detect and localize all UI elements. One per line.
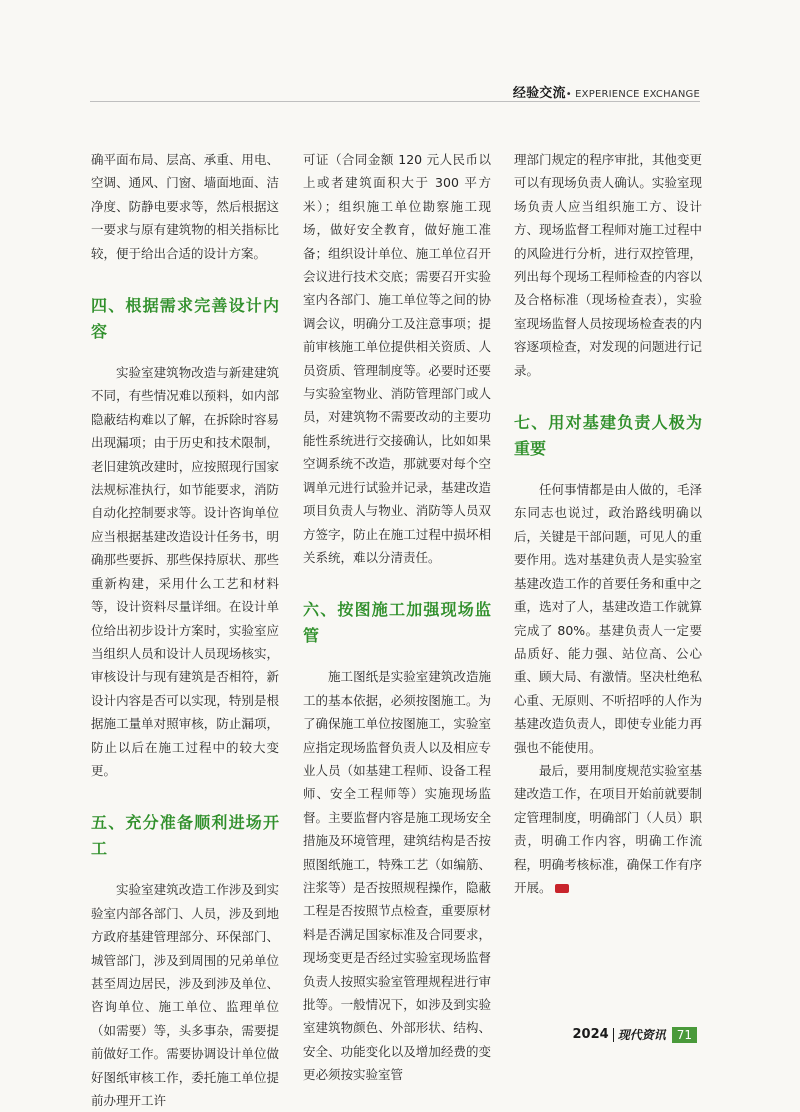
section-name-en: • EXPERIENCE EXCHANGE	[565, 89, 700, 100]
magazine-name: 现代资讯	[617, 1028, 666, 1042]
issue-year: 2024	[572, 1027, 609, 1042]
paragraph: 施工图纸是实验室建筑改造施工的基本依据，必须按图施工。为了确保施工单位按图施工，实验室应指定现场监督负责人以及相应专业人员（如基建工程师、设备工程师、安全工程师等）实施现场监督。主要监督内容是施工现场安全措施及环境管理，建筑结构是否按照图纸施工，特殊工艺（如编筋、注浆等）是否按照规程操作，隐蔽工程是否按照节点检查，重要原材料是否满足国家标准及合同要求，现场变更是否经过实验室现场监督负责人按照实验室管理规程进行审批等。一般情况下，如涉及到实验室建筑物颜色、外部形状、结构、安全、功能变化以及增加经费的变更必须按实验室管	[303, 669, 491, 1083]
paragraph: 任何事情都是由人做的，毛泽东同志也说过，政治路线明确以后，关键是干部问题，可见人的重要作用。选对基建负责人是实验室基建改造工作的首要任务和重中之重，选对了人，基建改造工作就算完成了 80%。基建负责人一定要品质好、能力强、站位高、公心重、顾大局、有激情。坚决杜绝私心重、无原则、不听招呼的人作为基建改造负责人，即使专业能力再强也不能使用。	[514, 482, 702, 755]
page-footer	[573, 1026, 697, 1043]
section-heading-6: 六、按图施工加强现场监管	[303, 600, 491, 646]
paragraph-final	[514, 759, 702, 899]
header-divider	[90, 101, 700, 102]
page-number: 71	[672, 1027, 697, 1043]
column-3	[514, 148, 702, 899]
section-name: 经验交流	[512, 86, 566, 101]
paragraph-continued: 可证（合同金额 120 元人民币以上或者建筑面积大于 300 平方米）；组织施工单位勘察施工现场，做好安全教育，做好施工准备；组织设计单位、施工单位召开会议进行技术交底；需要召开实验室内各部门、施工单位等之间的协调会议，明确分工及注意事项；提前审核施工单位提供相关资质、人员资质、管理制度等。必要时还要与实验室物业、消防管理部门或人员，对建筑物不需要改动的主要功能性系统进行交接确认，比如如果空调系统不改造，那就要对每个空调单元进行试验并记录，基建改造项目负责人与物业、消防等人员双方签字，防止在施工过程中损坏相关系统，难以分清责任。	[303, 152, 491, 565]
section-heading-5: 五、充分准备顺利进场开工	[91, 813, 279, 859]
column-2	[303, 148, 491, 1087]
running-header	[513, 82, 700, 101]
paragraph: 实验室建筑改造工作涉及到实验室内部各部门、人员，涉及到地方政府基建管理部分、环保部门、城管部门，涉及到周围的兄弟单位甚至周边居民，涉及到涉及单位、咨询单位、施工单位、监理单位（如需要）等，头多事杂，需要提前做好工作。需要协调设计单位做好图纸审核工作，委托施工单位提前办理开工许	[91, 882, 279, 1108]
section-heading-4: 四、根据需求完善设计内容	[91, 296, 279, 342]
paragraph: 实验室建筑物改造与新建建筑不同，有些情况难以预料，如内部隐蔽结构难以了解，在拆除时容易出现漏项；由于历史和技术限制，老旧建筑改建时，应按照现行国家法规标准执行，如节能要求，消防自动化控制要求等。设计咨询单位应当根据基建改造设计任务书，明确那些要拆、那些保持原状、那些重新构建，采用什么工艺和材料等，设计资料尽量详细。在设计单位给出初步设计方案时，实验室应当组织人员和设计人员现场核实，审核设计与现有建筑是否相符，新设计内容是否可以实现，特别是根据施工量单对照审核，防止漏项，防止以后在施工过程中的较大变更。	[91, 365, 279, 778]
section-heading-7: 七、用对基建负责人极为重要	[514, 413, 702, 459]
final-text: 最后，要用制度规范实验室基建改造工作，在项目开始前就要制定管理制度，明确部门（人员）职责，明确工作内容，明确工作流程，明确考核标准，确保工作有序开展。	[514, 762, 702, 895]
paragraph-continued: 理部门规定的程序审批，其他变更可以有现场负责人确认。实验室现场负责人应当组织施工方、设计方、现场监督工程师对施工过程中的风险进行分析，进行双控管理，列出每个现场工程师检查的内容以及合格标准（现场检查表），实验室现场监督人员按现场检查表的内容逐项检查，对发现的问题进行记录。	[514, 152, 702, 378]
end-mark-icon	[555, 884, 569, 893]
footer-divider	[613, 1028, 614, 1042]
column-1	[91, 148, 279, 1112]
paragraph-continued: 确平面布局、层高、承重、用电、空调、通风、门窗、墙面地面、洁净度、防静电要求等，然后根据这一要求与原有建筑物的相关指标比较，便于给出合适的设计方案。	[91, 152, 279, 261]
